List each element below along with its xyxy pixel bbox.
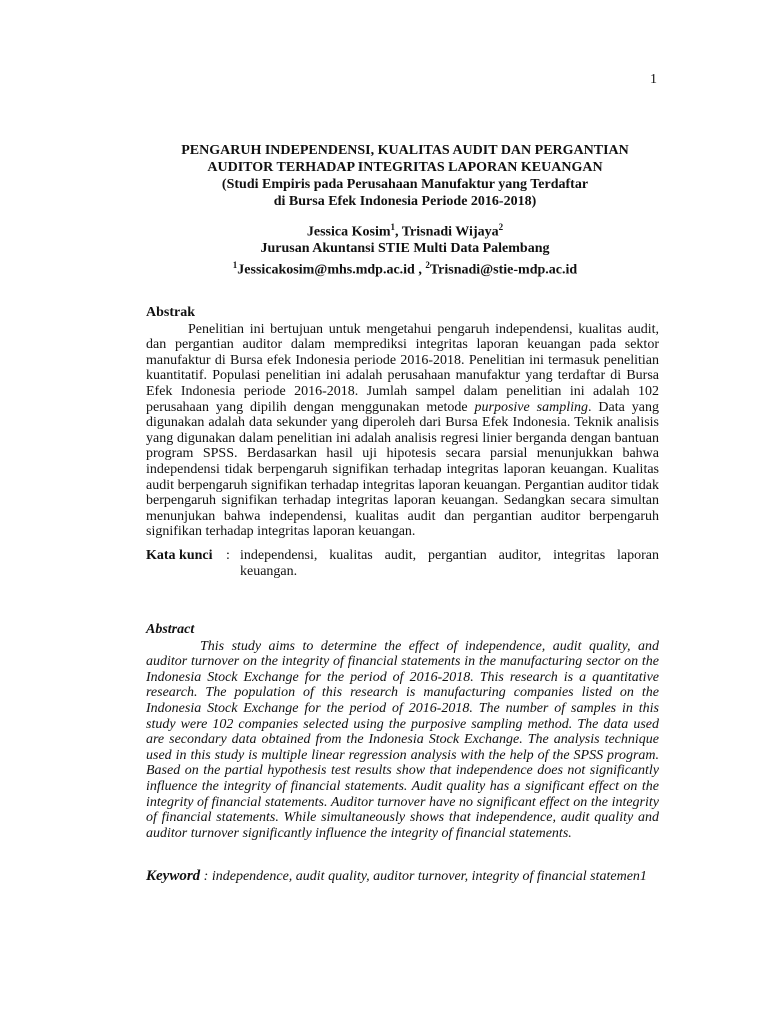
author-2-sup: 2 — [498, 222, 504, 232]
author-1-sup: 1 — [390, 222, 395, 232]
kata-kunci-text: independensi, kualitas audit, pergantian auditor, integritas laporan keuangan. — [240, 548, 659, 579]
abstrak-heading: Abstrak — [146, 305, 196, 320]
paper-title — [150, 142, 660, 210]
email-separator: , — [414, 262, 426, 278]
title-line-3: (Studi Empiris pada Perusahaan Manufaktur yang Terdaftar — [221, 177, 589, 192]
abstract-en-heading: Abstract — [146, 622, 195, 637]
author-block — [150, 219, 660, 278]
email-line — [150, 257, 660, 279]
author-names — [150, 219, 660, 241]
abstract-en-section — [146, 622, 659, 841]
author-separator: , — [395, 224, 402, 240]
author-1: Jessica Kosim — [306, 224, 391, 240]
page-number: 1 — [650, 72, 657, 87]
abstrak-paragraph — [146, 322, 659, 540]
affiliation: Jurusan Akuntansi STIE Multi Data Palembang — [260, 240, 550, 256]
author-2: Trisnadi Wijaya — [401, 224, 499, 240]
abstract-en-paragraph: This study aims to determine the effect of independence, audit quality, and auditor turnover on the integrity of financial statements in the manufacturing sector on the Indonesia Stock Exchange for the period of 2016-2018. This research is a quantitative research. The population of this research is manufacturing companies listed on the Indonesia Stock Exchange for the period of 2016-2018. The number of samples in this study were 102 companies selected using the purposive sampling method. The data used are secondary data obtained from the Indonesia Stock Exchange. The analysis technique used in this study is multiple linear regression analysis with the help of the SPSS program. Based on the partial hypothesis test results show that independence does not significantly influence the integrity of financial statements. Audit quality has a significant effect on the integrity of financial statements. Auditor turnover have no significant effect on the integrity of financial statements. While simultaneously shows that independence, audit quality and auditor turnover significantly influence the integrity of financial statements. — [146, 638, 659, 841]
keyword-en-label: Keyword — [146, 868, 201, 884]
title-line-1: PENGARUH INDEPENDENSI, KUALITAS AUDIT DAN PERGANTIAN — [181, 143, 629, 158]
kata-kunci-label: Kata kunci — [146, 548, 213, 563]
abstrak-text-after: . Data yang digunakan adalah data sekunder yang diperoleh dari Bursa Efek Indonesia. Teknik analisis yang digunakan dalam penelitian ini adalah analisis regresi linier berganda dengan bantuan program SPSS. Berdasarkan hasil uji hipotesis secara parsial menunjukkan bahwa independensi tidak berpengaruh signifikan terhadap integritas laporan keuangan. Kualitas audit berpengaruh signifikan terhadap integritas laporan keuangan. Pergantian auditor tidak berpengaruh signifikan terhadap integritas laporan keuangan. Sedangkan secara simultan menunjukan bahwa independensi, kualitas audit dan pergantian auditor berpengaruh signifikan terhadap integritas laporan keuangan. — [146, 399, 659, 540]
kata-kunci — [146, 548, 659, 579]
abstrak-text-italic: purposive sampling — [474, 399, 588, 415]
title-line-4: di Bursa Efek Indonesia Periode 2016-2018) — [273, 194, 537, 209]
keyword-en — [146, 869, 659, 885]
abstrak-text-before: Penelitian ini bertujuan untuk mengetahui pengaruh independensi, kualitas audit, dan pergantian auditor dalam memprediksi integritas laporan keuangan pada sektor manufaktur di Bursa efek Indonesia periode 2016-2018. Penelitian ini termasuk penelitian kuantitatif. Populasi penelitian ini adalah perusahaan manufaktur yang terdaftar di Bursa Efek Indonesia periode 2016-2018. Jumlah sampel dalam penelitian ini adalah 102 perusahaan yang dipilih dengan menggunakan metode — [146, 321, 659, 415]
kata-kunci-separator: : — [226, 548, 230, 563]
abstrak-section — [146, 305, 659, 540]
email-2-sup: 2 — [425, 259, 430, 270]
keyword-en-text: : independence, audit quality, auditor turnover, integrity of financial statemen1 — [200, 869, 647, 884]
email-2: Trisnadi@stie-mdp.ac.id — [429, 262, 578, 278]
email-1-sup: 1 — [232, 259, 238, 270]
email-1: Jessicakosim@mhs.mdp.ac.id — [237, 262, 415, 278]
title-line-2: AUDITOR TERHADAP INTEGRITAS LAPORAN KEUANGAN — [207, 160, 603, 175]
